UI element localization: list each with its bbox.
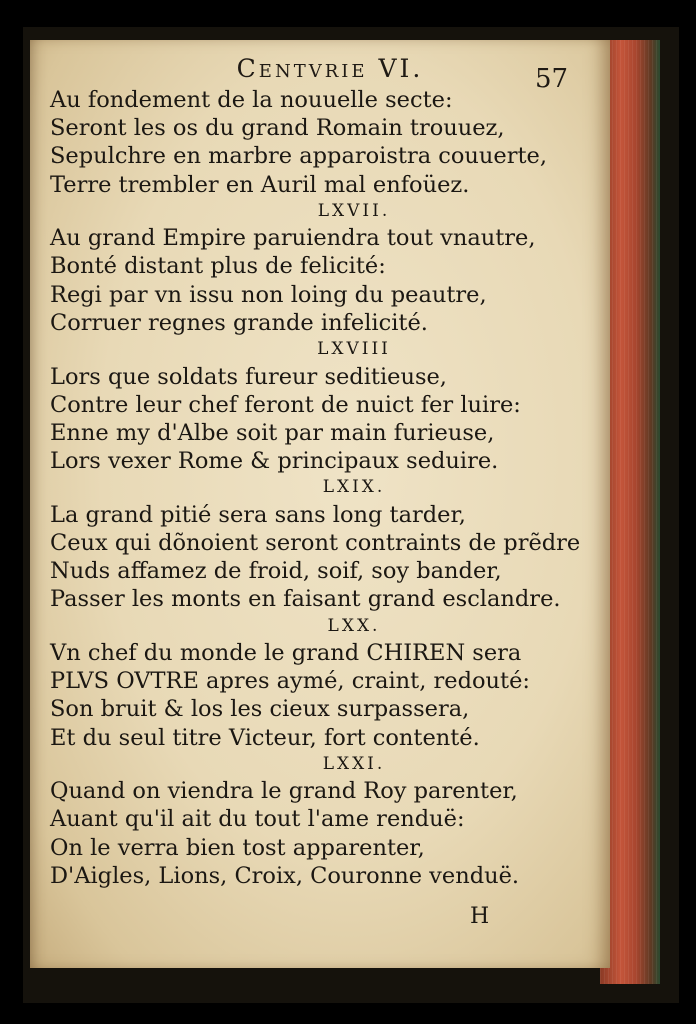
quatrain-number: LXIX. bbox=[322, 477, 386, 498]
quatrain-number: LXXI. bbox=[322, 753, 386, 774]
quatrain-text bbox=[50, 86, 598, 890]
verse-line: Au grand Empire paruiendra tout vnautre, bbox=[50, 225, 536, 252]
verse-line: Passer les monts en faisant grand esclandre. bbox=[50, 586, 561, 613]
verse-line: Corruer regnes grande infelicité. bbox=[50, 309, 428, 336]
verse-line: PLVS OVTRE apres aymé, craint, redouté: bbox=[50, 668, 530, 695]
page-number: 57 bbox=[535, 64, 569, 94]
verse-line: Seront les os du grand Romain trouuez, bbox=[50, 115, 505, 142]
verse-line: Et du seul titre Victeur, fort contenté. bbox=[50, 724, 480, 751]
verse-line: Enne my d'Albe soit par main furieuse, bbox=[50, 419, 495, 446]
quatrain-number: LXVII. bbox=[317, 200, 391, 221]
verse-line: Auant qu'il ait du tout l'ame renduë: bbox=[50, 806, 465, 833]
verse-line: Lors que soldats fureur seditieuse, bbox=[50, 363, 447, 390]
verse-line: Ceux qui dõnoient seront contraints de prẽdre bbox=[50, 529, 581, 556]
verse-line: Bonté distant plus de felicité: bbox=[50, 253, 386, 280]
verse-line: Nuds affamez de froid, soif, soy bander, bbox=[50, 558, 502, 585]
verse-line: Quand on viendra le grand Roy parenter, bbox=[50, 778, 518, 805]
quatrain-number: LXX. bbox=[327, 615, 381, 636]
running-header: Centvrie VI. bbox=[236, 54, 424, 83]
signature-mark: H bbox=[470, 904, 490, 929]
verse-line: Son bruit & los les cieux surpassera, bbox=[50, 696, 470, 723]
verse-line: Regi par vn issu non loing du peautre, bbox=[50, 281, 487, 308]
verse-line: Vn chef du monde le grand CHIREN sera bbox=[50, 640, 522, 666]
verse-line: Contre leur chef feront de nuict fer luire: bbox=[50, 391, 521, 418]
book-page bbox=[30, 40, 610, 968]
verse-line: Lors vexer Rome & principaux seduire. bbox=[50, 448, 499, 475]
verse-line: Sepulchre en marbre apparoistra couuerte, bbox=[50, 143, 547, 170]
verse-line: D'Aigles, Lions, Croix, Couronne venduë. bbox=[50, 862, 520, 889]
quatrain-number: LXVIII bbox=[317, 339, 391, 359]
verse-line: Au fondement de la nouuelle secte: bbox=[50, 87, 453, 113]
verse-line: On le verra bien tost apparenter, bbox=[50, 834, 425, 861]
verse-line: Terre trembler en Auril mal enfoüez. bbox=[50, 171, 470, 198]
verse-line: La grand pitié sera sans long tarder, bbox=[50, 501, 466, 528]
